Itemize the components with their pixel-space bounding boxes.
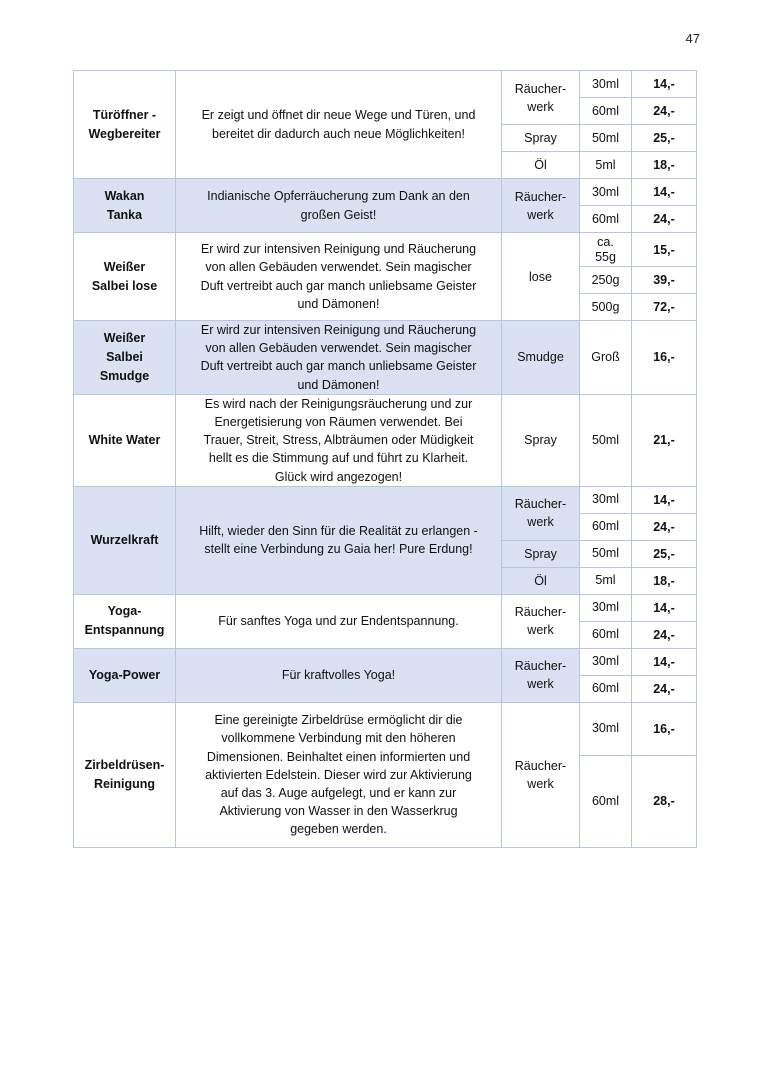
product-row [74, 594, 697, 621]
text-line: und Dämonen! [297, 296, 380, 311]
text-line: Reinigung [93, 776, 156, 791]
product-type [502, 394, 580, 486]
product-description [176, 321, 502, 395]
product-type [502, 567, 580, 594]
text-line: Räucher- [514, 189, 567, 204]
product-row [74, 486, 697, 513]
text-line: Räucher- [514, 605, 567, 620]
text-line: White Water [88, 432, 161, 447]
text-line: Er zeigt und öffnet dir neue Wege und Türen, und [201, 108, 476, 123]
text-line: 30ml [591, 492, 620, 507]
text-line: großen Geist! [300, 207, 377, 222]
product-name [74, 233, 176, 321]
text-line: Spray [524, 433, 557, 448]
product-price: 21,- [632, 394, 697, 486]
text-line: Salbei lose [91, 278, 158, 293]
text-line: vollkommene Verbindung mit den höheren [221, 731, 456, 746]
text-line: werk [527, 776, 554, 791]
product-type [502, 540, 580, 567]
text-line: Groß [591, 349, 620, 364]
product-description [176, 648, 502, 702]
text-line: bereitet dir dadurch auch neue Möglichkeiten! [212, 126, 465, 141]
product-size [580, 71, 632, 98]
product-size [580, 540, 632, 567]
product-size [580, 152, 632, 179]
text-line: werk [527, 677, 554, 692]
text-line: Yoga-Power [88, 667, 161, 682]
product-price: 28,- [632, 755, 697, 847]
product-price: 15,- [632, 233, 697, 267]
product-description [176, 394, 502, 486]
text-line: Spray [524, 546, 557, 561]
product-price: 24,- [632, 98, 697, 125]
product-type [502, 152, 580, 179]
product-name [74, 321, 176, 395]
text-line: Räucher- [514, 81, 567, 96]
text-line: werk [527, 207, 554, 222]
product-type [502, 179, 580, 233]
product-price: 16,- [632, 702, 697, 755]
text-line: 30ml [591, 721, 620, 736]
text-line: 50ml [591, 130, 620, 145]
text-line: 60ml [591, 103, 620, 118]
product-size [580, 702, 632, 755]
product-row [74, 648, 697, 675]
product-row [74, 702, 697, 755]
text-line: Wakan [104, 188, 145, 203]
product-size [580, 755, 632, 847]
text-line: 60ml [591, 793, 620, 808]
product-row [74, 394, 697, 486]
product-description [176, 179, 502, 233]
text-line: 250g [591, 272, 620, 287]
text-line: 50ml [591, 546, 620, 561]
text-line: hellt es die Stimmung auf und führt zu Klarheit. [208, 451, 469, 466]
product-price: 72,- [632, 294, 697, 321]
text-line: auf das 3. Auge aufgelegt, und er kann zur [220, 785, 457, 800]
price-table [73, 70, 697, 848]
text-line: 60ml [591, 211, 620, 226]
text-line: Für sanftes Yoga und zur Endentspannung. [218, 614, 459, 629]
product-size [580, 648, 632, 675]
product-size [580, 206, 632, 233]
product-type [502, 125, 580, 152]
text-line: stellt eine Verbindung zu Gaia her! Pure Erdung! [204, 542, 473, 557]
product-price: 39,- [632, 267, 697, 294]
text-line: 60ml [591, 627, 620, 642]
text-line: Energetisierung von Räumen verwendet. Bei [214, 415, 463, 430]
text-line: Öl [534, 158, 547, 172]
text-line: Glück wird angezogen! [274, 469, 403, 484]
product-name [74, 179, 176, 233]
text-line: Yoga- [107, 604, 142, 619]
product-price: 14,- [632, 648, 697, 675]
product-type [502, 702, 580, 847]
text-line: Wurzelkraft [90, 532, 159, 547]
text-line: Türöffner - [92, 107, 157, 122]
product-size [580, 621, 632, 648]
text-line: 30ml [591, 600, 620, 615]
product-size [580, 594, 632, 621]
text-line: Trauer, Streit, Stress, Albträumen oder Müdigkeit [203, 433, 474, 448]
text-line: werk [527, 99, 554, 114]
text-line: Räucher- [514, 497, 567, 512]
text-line: Er wird zur intensiven Reinigung und Räucherung [200, 242, 477, 257]
text-line: Smudge [99, 368, 150, 383]
page-number: 47 [685, 31, 700, 46]
product-size [580, 98, 632, 125]
product-type [502, 486, 580, 540]
text-line: Räucher- [514, 659, 567, 674]
product-price: 24,- [632, 675, 697, 702]
product-type [502, 594, 580, 648]
product-description [176, 702, 502, 847]
text-line: Spray [524, 131, 557, 145]
text-line: Smudge [517, 350, 564, 365]
text-line: und Dämonen! [297, 377, 380, 392]
text-line: Duft vertreibt auch gar manch unliebsame Geister [200, 359, 477, 374]
product-name [74, 394, 176, 486]
product-size [580, 125, 632, 152]
text-line: Es wird nach der Reinigungsräucherung und zur [204, 396, 473, 411]
product-price: 18,- [632, 567, 697, 594]
product-size [580, 233, 632, 267]
text-line: Zirbeldrüsen- [84, 757, 165, 772]
text-line: Dimensionen. Beinhaltet einen informierten und [206, 749, 471, 764]
product-type [502, 648, 580, 702]
product-type [502, 321, 580, 395]
text-line: Eine gereinigte Zirbeldrüse ermöglicht dir die [214, 713, 463, 728]
product-name [74, 594, 176, 648]
product-size [580, 294, 632, 321]
product-price: 25,- [632, 540, 697, 567]
text-line: 30ml [591, 76, 620, 91]
product-name [74, 702, 176, 847]
product-price: 24,- [632, 513, 697, 540]
product-size [580, 179, 632, 206]
text-line: Weißer [103, 259, 146, 274]
text-line: Öl [534, 573, 547, 588]
product-description [176, 71, 502, 179]
product-size [580, 267, 632, 294]
text-line: Indianische Opferräucherung zum Dank an den [207, 189, 470, 204]
product-size [580, 567, 632, 594]
text-line: 500g [591, 299, 620, 314]
text-line: Für kraftvolles Yoga! [281, 668, 396, 683]
product-type [502, 233, 580, 321]
text-line: 60ml [591, 519, 620, 534]
product-price: 14,- [632, 594, 697, 621]
product-row [74, 179, 697, 206]
text-line: Salbei [106, 349, 143, 364]
text-line: Aktivierung von Wasser in den Wasserkrug [219, 804, 458, 819]
text-line: 5ml [595, 157, 616, 172]
product-size [580, 394, 632, 486]
product-description [176, 594, 502, 648]
text-line: lose [529, 269, 552, 284]
text-line: 30ml [591, 654, 620, 669]
product-price: 24,- [632, 206, 697, 233]
product-price: 14,- [632, 486, 697, 513]
text-line: Entspannung [84, 623, 165, 638]
product-name [74, 648, 176, 702]
text-line: Tanka [106, 207, 143, 222]
product-row [74, 321, 697, 395]
product-size [580, 513, 632, 540]
text-line: Duft vertreibt auch gar manch unliebsame Geister [200, 278, 477, 293]
text-line: werk [527, 515, 554, 530]
text-line: Hilft, wieder den Sinn für die Realität zu erlangen - [199, 524, 478, 539]
product-size [580, 486, 632, 513]
text-line: 50ml [591, 432, 620, 447]
product-size [580, 321, 632, 395]
text-line: ca. [597, 234, 614, 249]
product-price: 16,- [632, 321, 697, 395]
product-size [580, 675, 632, 702]
text-line: 5ml [595, 573, 616, 588]
product-row [74, 233, 697, 267]
product-description [176, 233, 502, 321]
text-line: Weißer [103, 330, 146, 345]
text-line: aktivierten Edelstein. Dieser wird zur Aktivierung [205, 767, 472, 782]
text-line: von allen Gebäuden verwendet. Sein magischer [205, 341, 472, 356]
product-name [74, 486, 176, 594]
product-description [176, 486, 502, 594]
text-line: 60ml [591, 681, 620, 696]
product-price: 14,- [632, 179, 697, 206]
product-price: 18,- [632, 152, 697, 179]
product-name [74, 71, 176, 179]
product-price: 14,- [632, 71, 697, 98]
product-type [502, 71, 580, 125]
text-line: Räucher- [514, 758, 567, 773]
text-line: 55g [595, 249, 616, 264]
product-row [74, 71, 697, 98]
product-price: 24,- [632, 621, 697, 648]
text-line: werk [527, 623, 554, 638]
text-line: Wegbereiter [88, 126, 161, 141]
text-line: gegeben werden. [290, 822, 387, 837]
text-line: 30ml [591, 184, 620, 199]
text-line: von allen Gebäuden verwendet. Sein magischer [205, 260, 472, 275]
product-price: 25,- [632, 125, 697, 152]
text-line: Er wird zur intensiven Reinigung und Räucherung [200, 323, 477, 337]
